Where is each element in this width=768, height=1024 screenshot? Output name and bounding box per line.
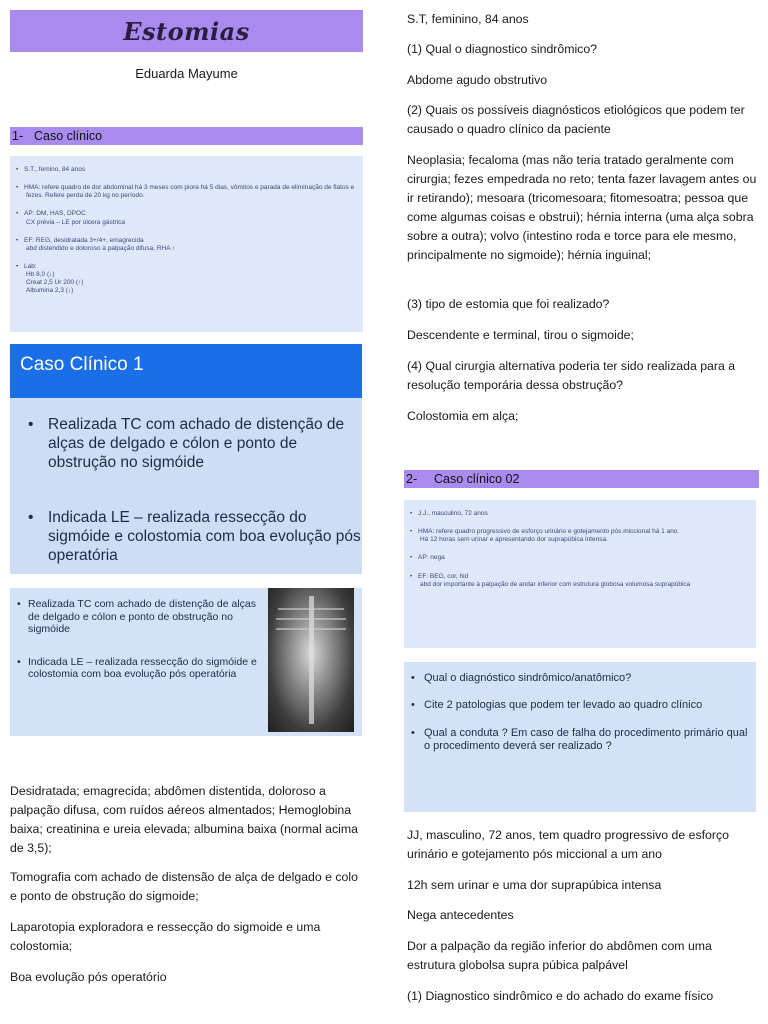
question-2: (2) Quais os possíveis diagnósticos etiológicos que podem ter causado o quadro clínico da paciente: [407, 103, 745, 137]
answer-2: Neoplasia; fecaloma (mas não teria tratado geralmente com cirurgia; fezes empedrada no reto; tenta fazer lavagem antes ou ir retirando); mesoara (tricomesoara; fitomesoatra; pessoa que come algumas coisas e obstrui); hérnia interna (uma alça sobra sobre a outra); volvo (intestino roda e torce para ele mesmo, principalmente no sigmoide); hérnia inguinal;: [407, 153, 757, 263]
author-name: Eduarda Mayume: [135, 66, 238, 81]
section-number: 1-: [12, 129, 24, 143]
slide-bullet: • Qual o diagnóstico sindrômico/anatômico?: [404, 672, 756, 685]
case1-findings-slide: [10, 344, 362, 574]
section-label: Caso clínico: [34, 129, 103, 143]
case2-info-slide: [404, 500, 756, 648]
slide-bullet: • Indicada LE – realizada ressecção do sigmóide e colostomia com boa evolução pós operatória: [10, 656, 260, 681]
case1-ct-slide: [10, 588, 362, 736]
case2-questions-slide: [404, 662, 756, 812]
section-header-1: [10, 127, 363, 145]
case2-notes-paragraph: 12h sem urinar e uma dor suprapúbica intensa: [407, 878, 662, 892]
slide-bullet: • HMA: refere quadro de dor abdominal há 3 meses com piora há 5 dias, vômitos e parada de eliminação de flatos e fezes. Refere perda de 20 kg no período.: [16, 184, 357, 200]
slide-bullet: • S.T., femino, 84 anos: [16, 166, 357, 174]
case1-info-slide: [10, 156, 363, 332]
case2-notes-paragraph: (1) Diagnostico sindrômico e do achado do exame físico: [407, 989, 714, 1003]
section-header-2: [404, 470, 759, 488]
slide-bullet: • Cite 2 patologias que podem ter levado ao quadro clínico: [404, 699, 756, 712]
case2-notes-paragraph: JJ, masculino, 72 anos, tem quadro progressivo de esforço urinário e gotejamento pós miccional a um ano: [407, 828, 729, 862]
answer-1: Abdome agudo obstrutivo: [407, 73, 548, 87]
slide-bullet: • Realizada TC com achado de distenção de alças de delgado e cólon e ponto de obstrução no sigmóide: [10, 416, 362, 473]
document-title-bar: [10, 10, 363, 52]
slide-bullet: • EF: REG, desidratada 3+/4+, emagrecida abd distendido e doloroso à palpação difusa, RHA ↑: [16, 237, 357, 253]
slide-bullet: • AP: nega: [410, 554, 750, 562]
slide-bullet: • HMA: refere quadro progressivo de esforço urinário e gotejamento pós miccional há 1 ano. Há 12 horas sem urinar e apresentando dor suprapúbica intensa.: [410, 528, 750, 544]
slide-bullet: • Qual a conduta ? Em caso de falha do procedimento primário qual o procedimento deverá ser realizado ?: [404, 727, 756, 754]
ct-scan-image: [268, 588, 354, 732]
slide-bullet: • EF: BEG, cor, hid abd dor importante à palpação de andar inferior com estrutura globosa volumosa suprapúbica: [410, 573, 750, 589]
slide-bullet: • Lab: Hb 8,0 (↓) Creat 2,5 Ur 200 (↑) Albumina 2,3 (↓): [16, 263, 357, 296]
case2-notes-paragraph: Nega antecedentes: [407, 908, 514, 922]
document-title: Estomias: [123, 16, 250, 46]
section-label: Caso clínico 02: [434, 472, 520, 486]
case2-notes-paragraph: Dor a palpação da região inferior do abdômen com uma estrutura globolsa supra púbica palpável: [407, 939, 712, 973]
slide-bullet: • Realizada TC com achado de distenção de alças de delgado e cólon e ponto de obstrução no sigmóide: [10, 598, 260, 636]
question-3: (3) tipo de estomia que foi realizado?: [407, 297, 610, 311]
case1-notes-paragraph: Laparotopia exploradora e ressecção do sigmoide e uma colostomia;: [10, 920, 321, 954]
section-number: 2-: [406, 472, 418, 486]
question-4: (4) Qual cirurgia alternativa poderia ter sido realizada para a resolução temporária dessa obstrução?: [407, 359, 736, 393]
slide-bullet: • Indicada LE – realizada ressecção do sigmóide e colostomia com boa evolução pós operatória: [10, 509, 362, 566]
question-1: (1) Qual o diagnostico sindrômico?: [407, 42, 598, 56]
case1-notes-paragraph: Desidratada; emagrecida; abdômen distentida, doloroso a palpação difusa, com ruídos aéreos almentados; Hemoglobina baixa; creatinina e ureia elevada; albumina baixa (normal acima de 3,5);: [10, 784, 358, 856]
answer-4: Colostomia em alça;: [407, 409, 519, 423]
case1-patient-line: S.T, feminino, 84 anos: [407, 12, 529, 26]
slide-bullet: • J.J., masculino, 72 anos: [410, 510, 750, 518]
case1-notes-paragraph: Boa evolução pós operatório: [10, 970, 167, 984]
case1-notes-paragraph: Tomografia com achado de distensão de alça de delgado e colo e ponto de obstrução do sigmoide;: [10, 870, 358, 904]
slide-bullet: • AP: DM, HAS, DPOC CX prévia – LE por úlcera gástrica: [16, 210, 357, 226]
slide-header: Caso Clínico 1: [10, 344, 362, 398]
answer-3: Descendente e terminal, tirou o sigmoide;: [407, 328, 634, 342]
slide-body: [10, 398, 362, 574]
